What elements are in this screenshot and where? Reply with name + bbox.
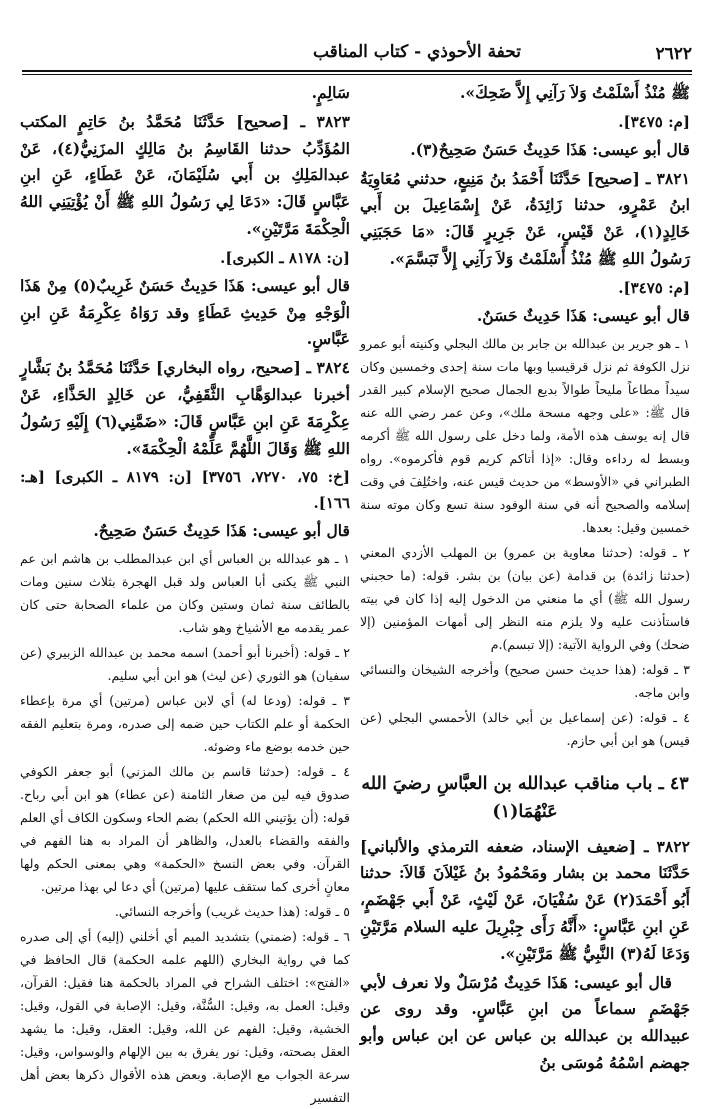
- right-column-paragraph: ٤ ـ قوله: (عن إسماعيل بن أبي خالد) الأحمسي البجلي (عن قيس) هو ابن أبي حازم.: [360, 709, 690, 748]
- right-column-paragraph: ٣٨٢٢ ـ [ضعيف الإسناد، ضعفه الترمذي والألباني] حَدَّثَنَا محمد بن بشار ومَحْمُودُ بنُ غَيْلاَنَ قَالاَ: حدثنا أَبُو أَحْمَدَ(٢) عَنْ سُفْيَانَ، عَنْ لَيْثٍ، عَنْ أَبي جَهْضَمٍ، عَنِ ابنِ عَبَّاسٍ: «أَنَّهُ رَأَى جِبْرِيلَ عليه السلام مَرَّتَيْنِ وَدَعَا لَهُ(٣) النَّبِيُّ ﷺ مَرَّتَيْنِ».: [360, 836, 690, 963]
- left-column-paragraph: ٥ ـ قوله: (هذا حديث غريب) وأخرجه النسائي.: [114, 904, 350, 920]
- right-column-paragraph: ١ ـ هو جرير بن عبدالله بن جابر بن مالك البجلي وكنيته أبو عمرو نزل الكوفة ثم نزل قرقيسيا وبها مات سنة إحدى وخمسين وكان سيداً مطاعاً مليحاً طوالاً بديع الجمال صحيح الإسلام كبير القدر قال ﷺ: «على وجهه مسحة ملك»، وعن عمر رضي الله عنه قال إنه يوسف هذه الأمة، ولما دخل على رسول الله ﷺ أكرمه وبسط له رداءه وقال: «إذا أتاكم كريم قوم فأكرموه». رواه الطبراني في «الأوسط» من حديث قيس عنه، واختُلِفَ في وقت إسلامه والصحيح أنه في سنة الوفود سنة تسع وكان موته سنة خمسين وقيل: بعدها.: [360, 335, 690, 535]
- header-rule: [22, 70, 692, 72]
- left-column-paragraph: ٢ ـ قوله: (أخبرنا أبو أحمد) اسمه محمد بن عبدالله الزبيري (عن سفيان) هو الثوري (عن ليث) هو ابن أبي سليم.: [20, 645, 350, 684]
- left-column: [20, 80, 350, 1106]
- header-rule-thin: [22, 74, 692, 75]
- left-column-paragraph: سَالِمٍ.: [311, 83, 350, 102]
- right-column-paragraph: ٤٣ ـ باب مناقب عبدالله بن العبَّاسِ رضيَ الله عَنْهُمَا(١): [361, 773, 689, 822]
- right-column-paragraph: ٢ ـ قوله: (حدثنا معاوية بن عمرو) بن المهلب الأزدي المعني (حدثنا زائدة) بن قدامة (عن بيان) بن بشر. قوله: (ما حجبني رسول الله ﷺ) أي ما منعني من الدخول إليه إذا كان في بيته فاستأذنت عليه ولا يلزم منه النظر إلى أمهات المؤمنين (إلا ضحك) وفي الرواية الآتية: (إلا تبسم).م: [360, 544, 690, 652]
- left-column-paragraph: قال أبو عيسى: هَذَا حَدِيثٌ حَسَنٌ صَحِيحٌ.: [93, 521, 350, 541]
- left-column-paragraph: ٣ ـ قوله: (ودعا له) أي لابن عباس (مرتين) أي مرة بإعطاء الحكمة أو علم الكتاب حين ضمه إلى صدره، ومرة بتعليم الفقه حين خدمه بوضع ماء وضوئه.: [20, 693, 350, 755]
- right-column-paragraph: ٣٨٢١ ـ [صحيح] حَدَّثَنَا أَحْمَدُ بنُ مَنِيعٍ، حدثني مُعَاوِيَةُ ابنُ عَمْرٍو، حدثنا زَائِدَةُ، عَنْ إِسْمَاعِيلَ بن أَبي خَالِدٍ(١)، عَنْ قَيْسٍ، عَنْ جَرِيرٍ قَالَ: «مَا حَجَبَنِي رَسُولُ اللهِ ﷺ مُنْذُ أَسْلَمْتُ وَلاَ رَآنِي إِلاَّ تَبَسَّمَ».: [360, 168, 690, 268]
- left-column-paragraph: [خ: ٧٥، ٧٢٧٠، ٣٧٥٦] [ن: ٨١٧٩ ـ الكبرى] [هـ: ١٦٦].: [20, 468, 350, 513]
- left-column-paragraph: ٦ ـ قوله: (ضمني) بتشديد الميم أي أخلني (إليه) أي إلى صدره كما في رواية البخاري (اللهم علمه الحكمة) قال الحافظ في «الفتح»: اختلف الشراح في المراد بالحكمة هنا فقيل: القرآن، وقيل: العمل به، وقيل: السُّنَّة، وقيل: الإصابة في القول، وقيل: الخشية، وقيل: الفهم عن الله، وقيل: العقل، وقيل: ما يشهد العقل بصحته، وقيل: نور يفرق به بين الإلهام والوسواس، وقيل: سرعة الجواب مع الإصابة. وبعض هذه الأقوال ذكرها بعض أهل التفسير: [20, 929, 350, 1106]
- page-header: [22, 38, 692, 68]
- right-column-paragraph: قال أبو عيسى: هَذَا حَدِيثٌ مُرْسَلٌ ولا نعرف لأبي جَهْضَمٍ سماعاً من ابنِ عَبَّاسٍ. وقد روى عن عبيدالله بن عبدالله بن عباس عن ابن عباس وأبو جهضم اسْمُهُ مُوسَى بنُ: [360, 972, 690, 1072]
- right-column-paragraph: قال أبو عيسى: هَذَا حَدِيثٌ حَسَنٌ.: [476, 305, 690, 325]
- running-title: تحفة الأحوذي - كتاب المناقب: [312, 42, 521, 62]
- right-column-paragraph: ﷺ مُنْذُ أَسْلَمْتُ وَلاَ رَآنِي إِلاَّ ضَحِكَ».: [459, 83, 690, 102]
- left-column-paragraph: ٣٨٢٤ ـ [صحيح، رواه البخاري] حَدَّثَنَا مُحَمَّدُ بنُ بَشَّارٍ أخبرنا عبدالوَهَّابِ الثَّقَفِيُّ، عن خَالِدٍ الحَذَّاءِ، عَنْ عِكْرِمَةَ عَنِ ابنِ عَبَّاسٍ قَالَ: «ضَمَّنِي(٦) إِلَيْهِ رَسُولُ اللهِ ﷺ وَقَالَ اللَّهُمَّ عَلِّمْهُ الْحِكْمَةَ».: [20, 358, 350, 458]
- left-column-paragraph: ٤ ـ قوله: (حدثنا قاسم بن مالك المزني) أبو جعفر الكوفي صدوق فيه لين من صغار الثامنة (عن عطاء) هو ابن أبي رباح. قوله: (أن يؤتيني الله الحكم) بضم الحاء وسكون الكاف أي العلم والفقه والقضاء بالعدل، والظاهر أن المراد به هنا الفهم في القرآن. وفي بعض النسخ «الحكمة» وهي بمعنى الحكم ولها معانٍ أخرى كما ستقف عليها (مرتين) أي دعا لي بهذا مرتين.: [20, 764, 350, 895]
- right-column: [360, 80, 690, 1095]
- right-column-paragraph: [م: ٣٤٧٥].: [618, 112, 690, 131]
- left-column-paragraph: ٣٨٢٣ ـ [صحيح] حَدَّثَنَا مُحَمَّدُ بنُ حَاتِمٍ المكتب المُؤَدِّبُ حدثنا القَاسِمُ بنُ مَالِكٍ المزَنِيُّ(٤)، عَنْ عبدالمَلِكِ بن أَبي سُلَيْمَانَ، عَنْ عَطَاءٍ، عَنِ ابنِ عَبَّاسٍ قَالَ: «دَعَا لِي رَسُولُ اللهِ ﷺ أَنْ يُؤْتِيَنِي اللهُ الْحِكْمَةَ مَرَّتَيْنِ».: [20, 111, 350, 238]
- left-column-paragraph: قال أبو عيسى: هَذَا حَدِيثٌ حَسَنٌ غَرِيبٌ(٥) مِنْ هَذَا الْوَجْهِ مِنْ حَدِيثِ عَطَاءٍ وقد رَوَاهُ عِكْرِمَةُ عَنِ ابنِ عَبَّاسٍ.: [20, 275, 350, 349]
- left-column-paragraph: ١ ـ هو عبدالله بن العباس أي ابن عبدالمطلب بن هاشم ابن عم النبي ﷺ يكنى أبا العباس ولد قبل الهجرة بثلاث سنين ومات بالطائف سنة ثمان وستين وكان من علماء الصحابة حتى كان عمر يقدمه مع الأشياخ وهو شاب.: [20, 551, 350, 636]
- left-column-paragraph: [ن: ٨١٧٨ ـ الكبرى].: [220, 248, 350, 267]
- right-column-paragraph: قال أبو عيسى: هَذَا حَدِيثٌ حَسَنٌ صَحِيحٌ(٣).: [410, 139, 690, 159]
- page-number: ٢٦٢٢: [655, 44, 692, 64]
- right-column-paragraph: ٣ ـ قوله: (هذا حديث حسن صحيح) وأخرجه الشيخان والنسائي وابن ماجه.: [360, 661, 690, 700]
- right-column-paragraph: [م: ٣٤٧٥].: [618, 278, 690, 297]
